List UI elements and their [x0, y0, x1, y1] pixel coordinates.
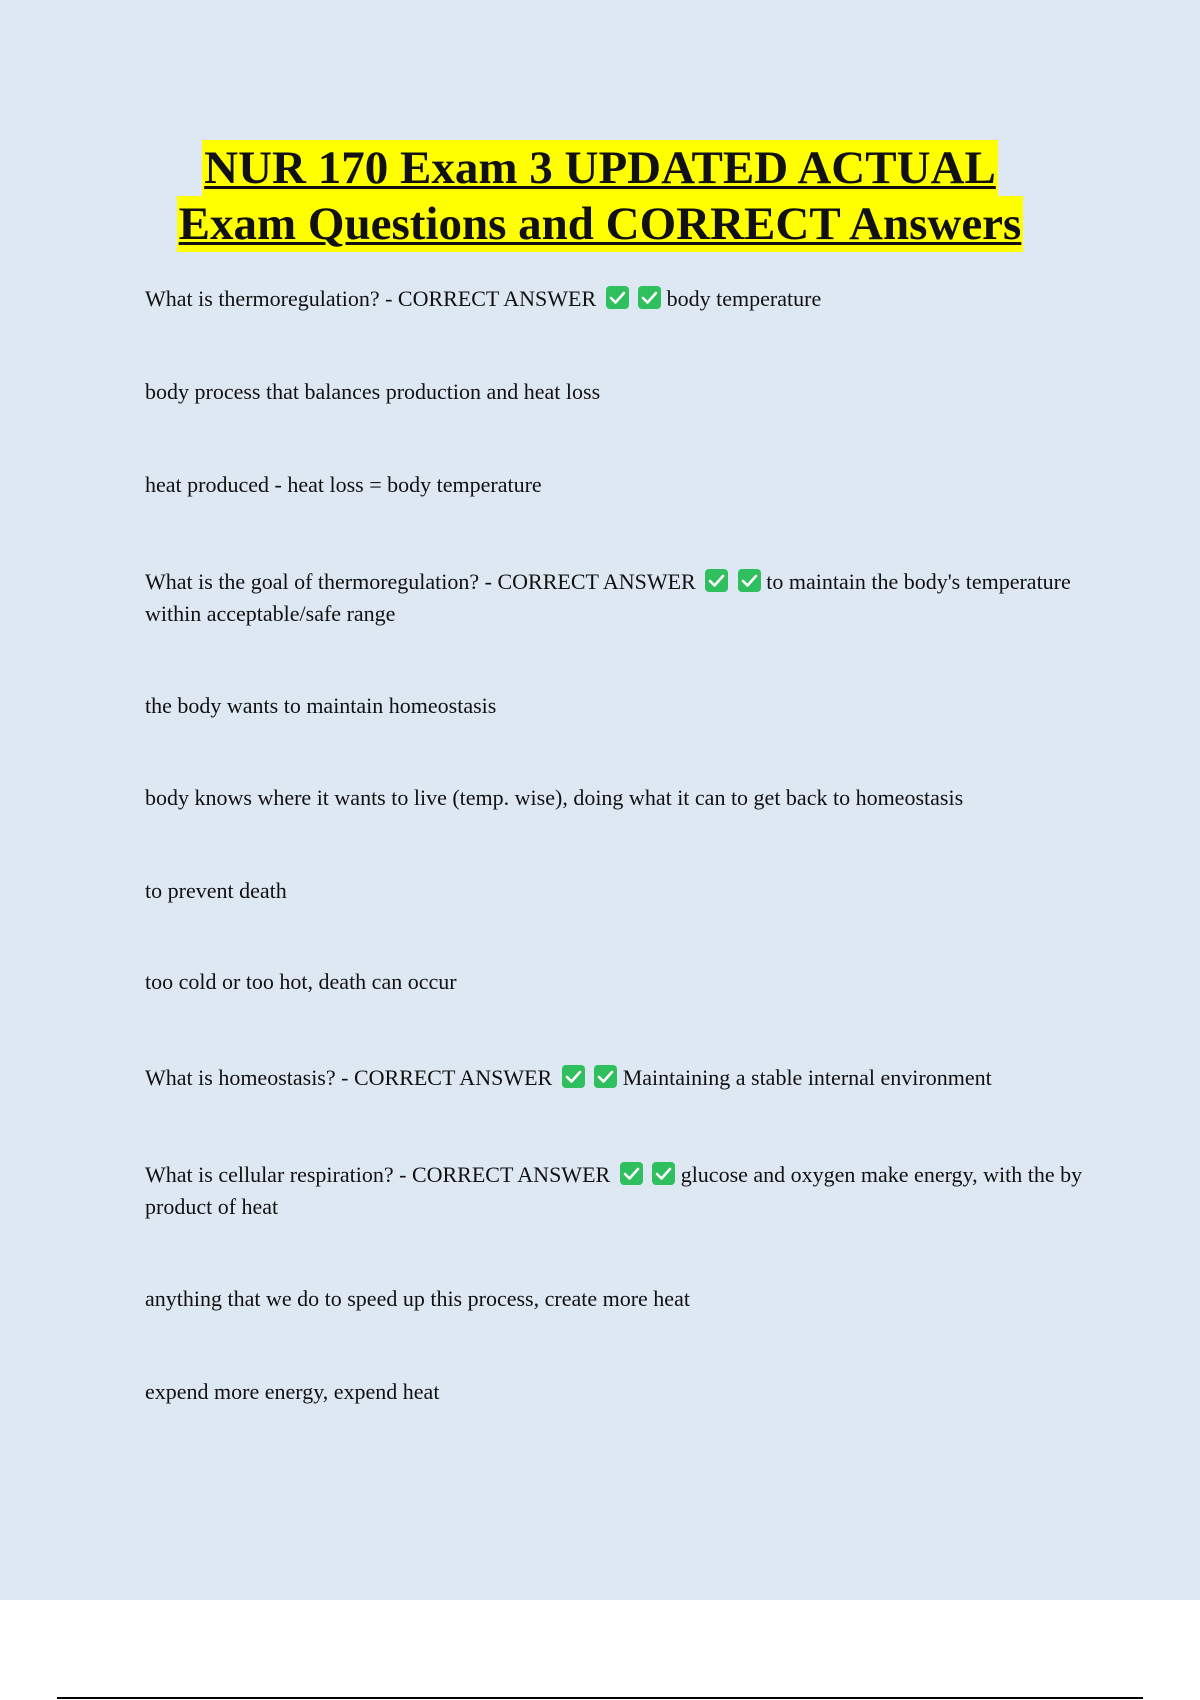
- check-mark-button-icon: [638, 286, 661, 309]
- note-line: heat produced - heat loss = body temperature: [145, 472, 542, 497]
- answer-text: body temperature: [666, 286, 822, 311]
- title-line-2: Exam Questions and CORRECT Answers: [178, 198, 1022, 250]
- question-text: What is homeostasis? - CORRECT ANSWER: [145, 1065, 553, 1090]
- question-text: What is cellular respiration? - CORRECT ANSWER: [145, 1162, 611, 1187]
- note-line: anything that we do to speed up this process, create more heat: [145, 1286, 690, 1311]
- check-mark-button-icon: [594, 1065, 617, 1088]
- note-line: to prevent death: [145, 878, 287, 903]
- note-line: body knows where it wants to live (temp. wise), doing what it can to get back to homeostasis: [145, 785, 964, 810]
- qa-item: [145, 283, 1085, 315]
- check-mark-button-icon: [606, 286, 629, 309]
- footer-divider: [57, 1697, 1143, 1699]
- note-line: expend more energy, expend heat: [145, 1379, 440, 1404]
- note-line: too cold or too hot, death can occur: [145, 969, 457, 994]
- qa-item: [145, 566, 1085, 630]
- check-mark-button-icon: [738, 569, 761, 592]
- answer-text: Maintaining a stable internal environment: [622, 1065, 992, 1090]
- question-text: What is the goal of thermoregulation? - CORRECT ANSWER: [145, 569, 696, 594]
- title-line-1: NUR 170 Exam 3 UPDATED ACTUAL: [204, 142, 996, 194]
- document-title: [0, 140, 1200, 252]
- question-text: What is thermoregulation? - CORRECT ANSWER: [145, 286, 597, 311]
- qa-item: [145, 1159, 1085, 1223]
- qa-item: [145, 1062, 1085, 1094]
- note-line: body process that balances production and heat loss: [145, 379, 601, 404]
- answer-text: to maintain the body's temperature within acceptable/safe range: [145, 569, 1071, 626]
- answer-text: glucose and oxygen make energy, with the by product of heat: [145, 1162, 1083, 1219]
- check-mark-button-icon: [620, 1162, 643, 1185]
- check-mark-button-icon: [562, 1065, 585, 1088]
- check-mark-button-icon: [705, 569, 728, 592]
- check-mark-button-icon: [652, 1162, 675, 1185]
- note-line: the body wants to maintain homeostasis: [145, 693, 497, 718]
